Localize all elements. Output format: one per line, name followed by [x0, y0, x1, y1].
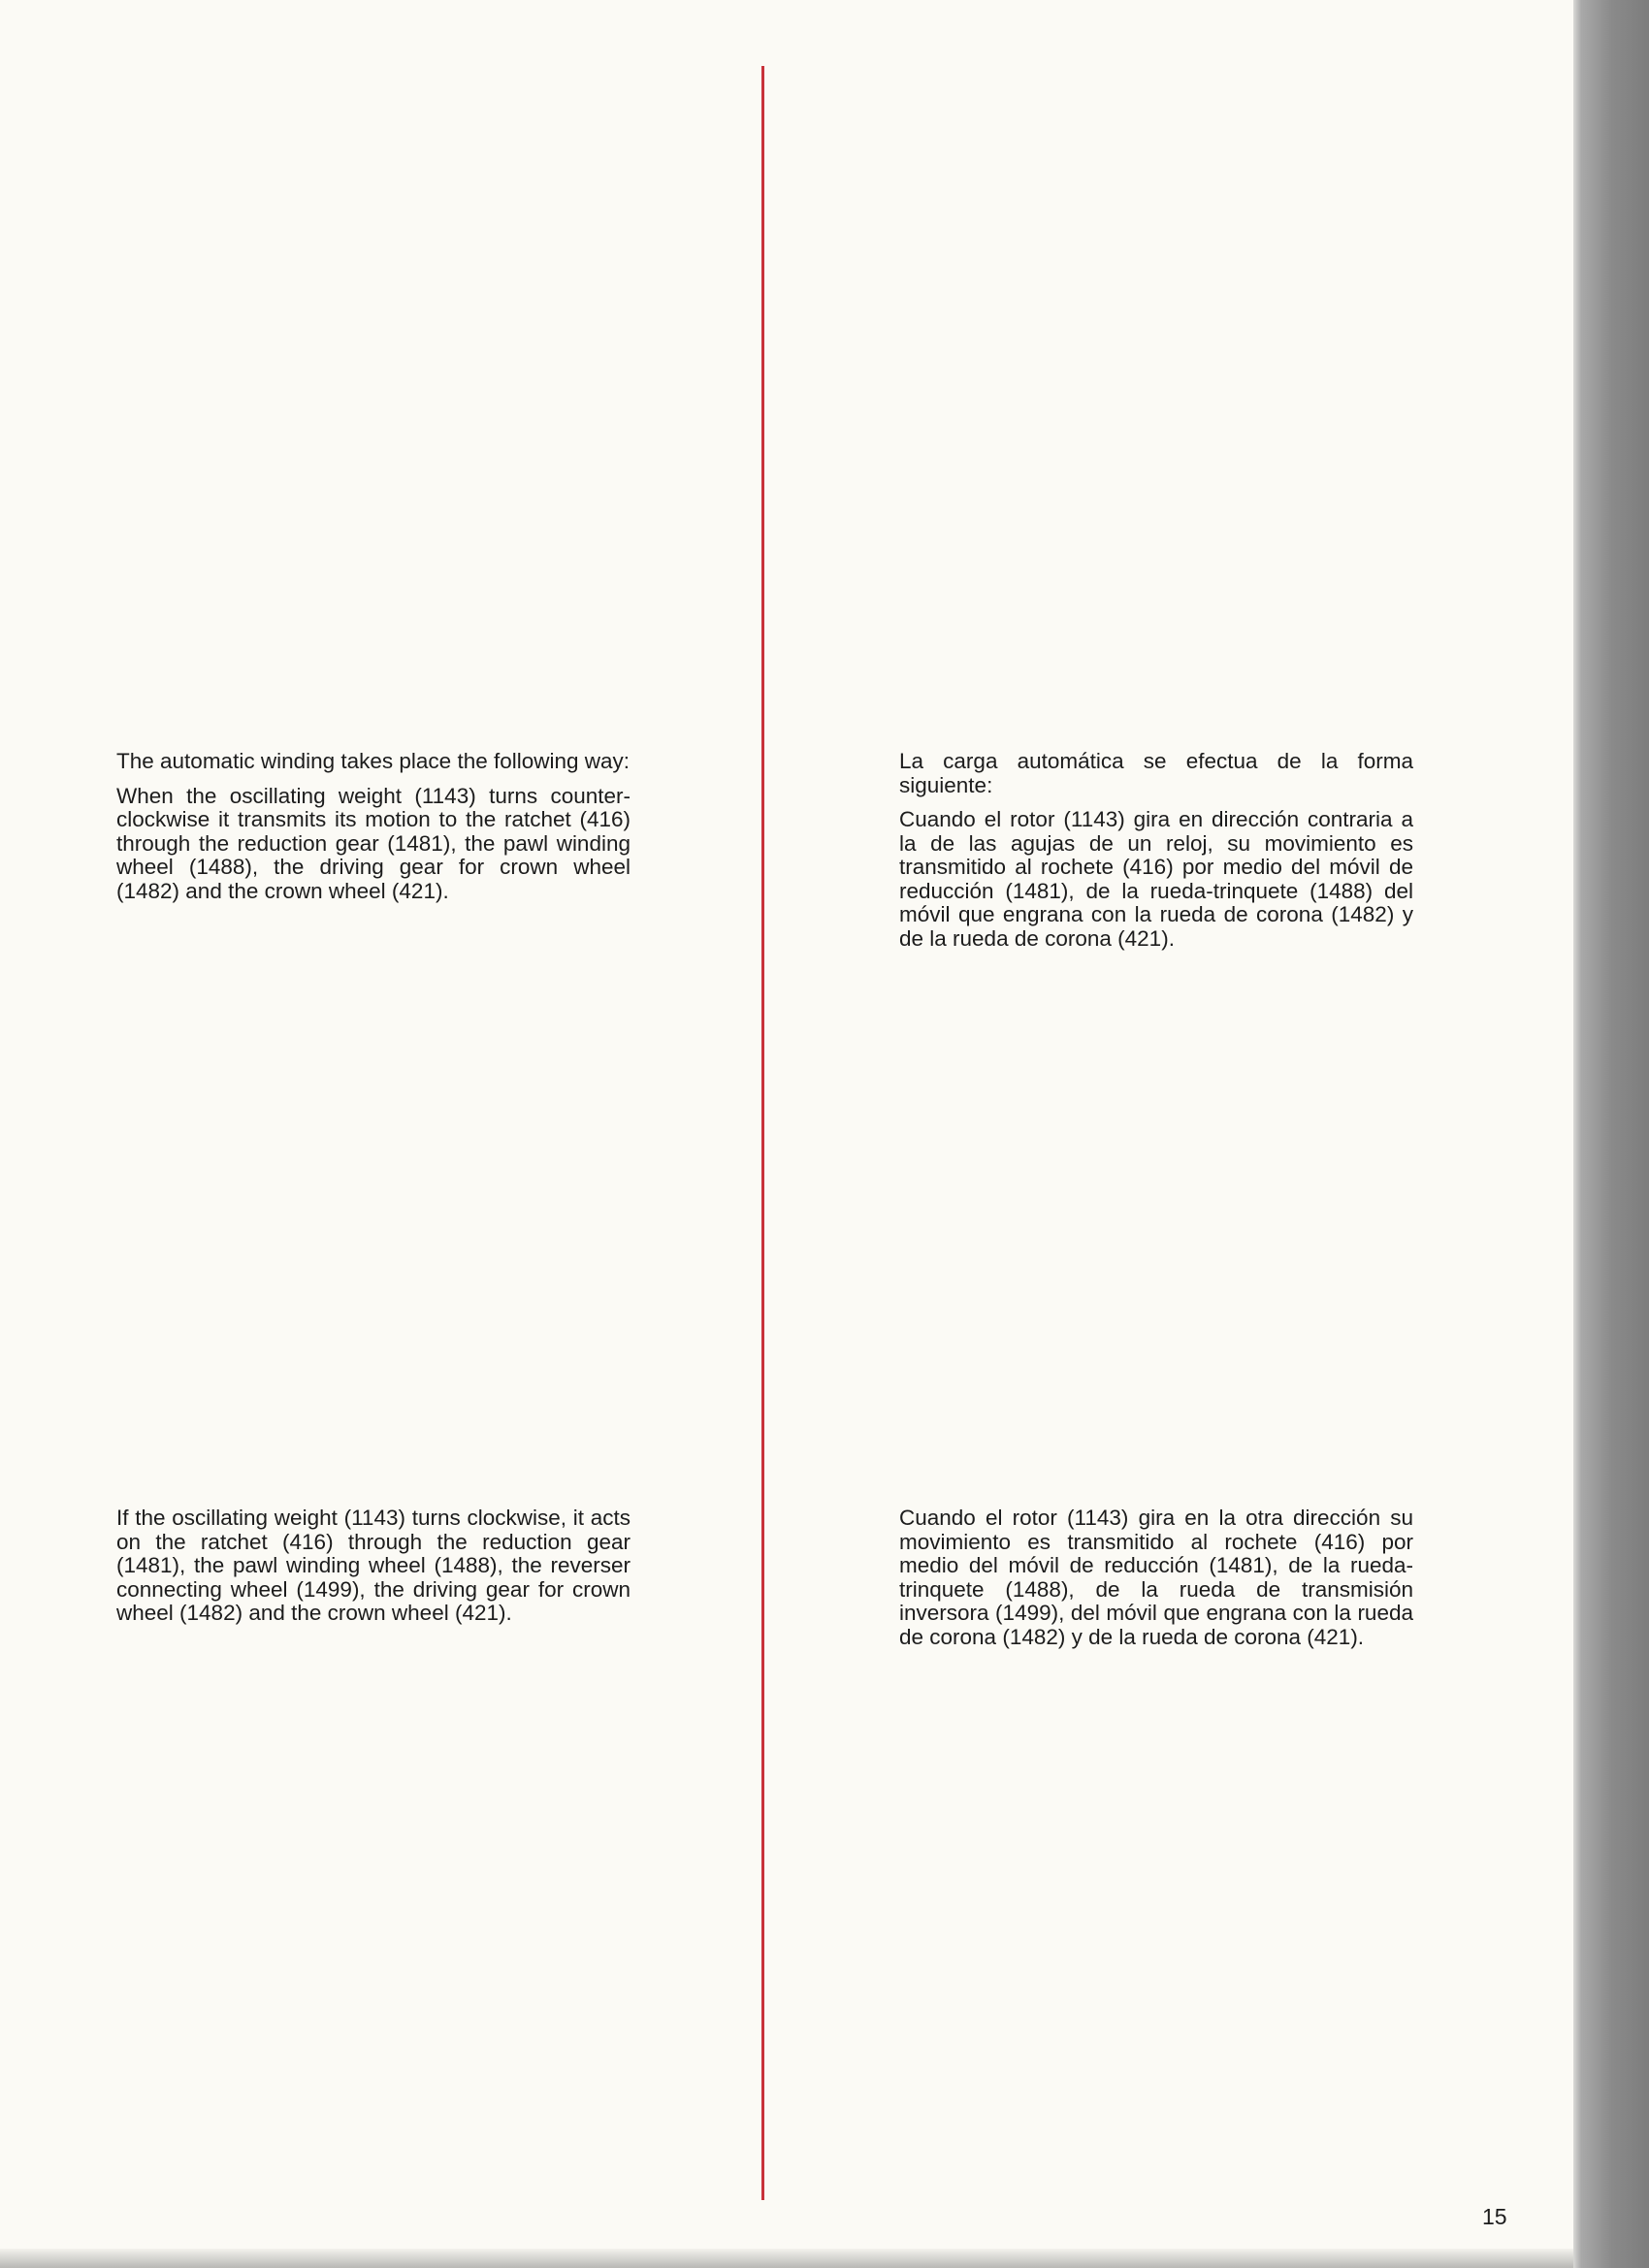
english-clockwise-text: If the oscillating weight (1143) turns clockwise, it acts on the ratchet (416) through the reduction gear (1481), the pawl winding wheel (1488), the reverser connecting wheel (1499), the driving gear for crown wheel (1482) and the crown wheel (421). [116, 1506, 630, 1625]
english-section-counterclockwise [116, 750, 630, 914]
spanish-clockwise-text: Cuando el rotor (1143) gira en la otra dirección su movimiento es transmitido al rochete (416) por medio del móvil de reducción (1481), de la rueda-trinquete (1488), de la rueda de transmisión inversora (1499), del móvil que engrana con la rueda de corona (1482) y de la rueda de corona (421). [899, 1506, 1413, 1649]
page-number: 15 [1482, 2204, 1507, 2229]
english-section-clockwise [116, 1507, 630, 1636]
column-divider [761, 66, 764, 2200]
spanish-counterclockwise-text: Cuando el rotor (1143) gira en dirección contraria a la de las agujas de un reloj, su movimiento es transmitido al rochete (416) por medio del móvil de reducción (1481), de la rueda-trinquete (1488) del móvil que engrana con la rueda de corona (1482) y de la rueda de corona (421). [899, 807, 1413, 951]
english-counterclockwise-text: When the oscillating weight (1143) turns counter-clockwise it transmits its motion to the ratchet (416) through the reduction gear (1481), the pawl winding wheel (1488), the driving gear for crown wheel (1482) and the crown wheel (421). [116, 783, 630, 903]
spanish-section-counterclockwise [899, 750, 1413, 961]
page-bottom-edge [0, 2249, 1573, 2268]
english-intro: The automatic winding takes place the following way: [116, 749, 630, 773]
spanish-intro: La carga automática se efectua de la forma siguiente: [899, 749, 1413, 797]
spanish-section-clockwise [899, 1507, 1413, 1660]
binding-edge [1573, 0, 1649, 2268]
